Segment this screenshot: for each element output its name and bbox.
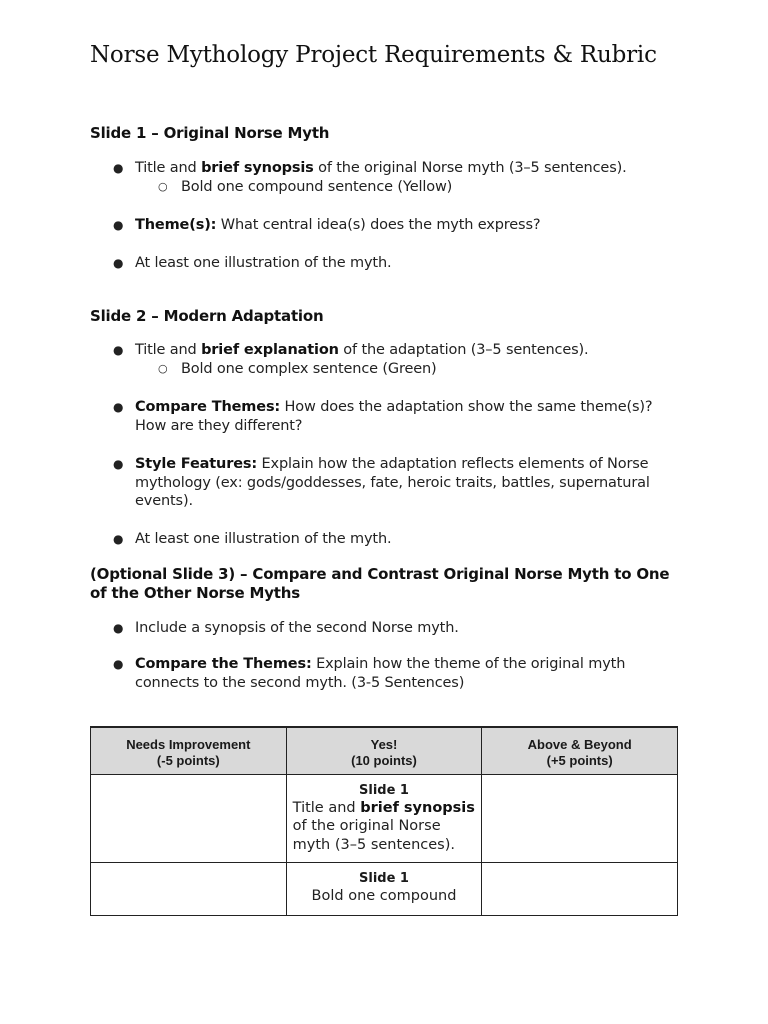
slide2-b2-bold: Compare Themes: bbox=[135, 399, 281, 415]
slide2-b1-bold: brief explanation bbox=[201, 342, 339, 358]
cell-title: Slide 1 bbox=[359, 782, 409, 798]
bullet-icon: ● bbox=[113, 400, 124, 414]
bullet-icon: ● bbox=[113, 343, 124, 357]
table-row bbox=[91, 774, 678, 862]
header-needs-improvement: Needs Improvement (-5 points) bbox=[91, 727, 287, 774]
bullet-icon: ● bbox=[113, 621, 124, 635]
bullet-icon: ● bbox=[113, 218, 124, 232]
slide2-b4-text: At least one illustration of the myth. bbox=[135, 531, 392, 547]
rubric-cell-criteria bbox=[286, 862, 482, 915]
bullet-icon: ● bbox=[113, 161, 124, 175]
slide2-sub-text: Bold one complex sentence (Green) bbox=[181, 361, 437, 377]
slide2-b2-post: How does the adaptation show the same theme(s)? How are they different? bbox=[135, 399, 653, 434]
rubric-cell-empty bbox=[482, 862, 678, 915]
slide1-b2-post: What central idea(s) does the myth express? bbox=[216, 217, 541, 233]
subbullet-icon: ○ bbox=[158, 362, 168, 375]
slide2-bullet-style-features bbox=[113, 455, 673, 511]
slide2-bullet-illustration bbox=[113, 530, 673, 549]
slide1-subbullet bbox=[158, 178, 658, 197]
slide3-b2-bold: Compare the Themes: bbox=[135, 656, 312, 672]
slide2-b3-post: Explain how the adaptation reflects elements of Norse mythology (ex: gods/goddesses, fate, heroic traits, battles, supernatural events). bbox=[135, 456, 650, 509]
slide1-bullet-illustration bbox=[113, 254, 673, 273]
slide1-bullet-theme bbox=[113, 216, 673, 235]
rubric-cell-empty bbox=[91, 774, 287, 862]
slide3-b2-post: Explain how the theme of the original myth connects to the second myth. (3-5 Sentences) bbox=[135, 656, 626, 691]
slide2-b3-bold: Style Features: bbox=[135, 456, 258, 472]
slide1-bullet-synopsis bbox=[113, 159, 673, 178]
rubric-cell-criteria bbox=[286, 774, 482, 862]
slide3-bullet-compare-themes bbox=[113, 655, 673, 692]
bullet-icon: ● bbox=[113, 457, 124, 471]
slide2-bullet-compare-themes bbox=[113, 398, 673, 435]
slide1-b1-bold: brief synopsis bbox=[201, 160, 314, 176]
page-title: Norse Mythology Project Requirements & Rubric bbox=[90, 42, 657, 68]
slide1-b3-text: At least one illustration of the myth. bbox=[135, 255, 392, 271]
slide1-b1-pre: Title and bbox=[135, 160, 202, 176]
rubric-header-row bbox=[91, 727, 678, 774]
bullet-icon: ● bbox=[113, 532, 124, 546]
slide2-subbullet bbox=[158, 360, 658, 379]
subbullet-icon: ○ bbox=[158, 180, 168, 193]
table-row bbox=[91, 862, 678, 915]
slide2-b1-post: of the adaptation (3–5 sentences). bbox=[338, 342, 589, 358]
slide3-b1-text: Include a synopsis of the second Norse myth. bbox=[135, 620, 459, 636]
rubric-cell-empty bbox=[482, 774, 678, 862]
slide1-sub-text: Bold one compound sentence (Yellow) bbox=[181, 179, 453, 195]
bullet-icon: ● bbox=[113, 256, 124, 270]
slide2-bullet-explanation bbox=[113, 341, 673, 360]
bullet-icon: ● bbox=[113, 657, 124, 671]
slide1-b1-post: of the original Norse myth (3–5 sentences). bbox=[313, 160, 627, 176]
slide3-heading: (Optional Slide 3) – Compare and Contrast Original Norse Myth to One of the Other Norse Myths bbox=[90, 565, 670, 602]
cell-body: Bold one compound bbox=[311, 887, 457, 904]
rubric-cell-empty bbox=[91, 862, 287, 915]
slide1-heading: Slide 1 – Original Norse Myth bbox=[90, 124, 330, 142]
slide3-bullet-synopsis bbox=[113, 619, 673, 638]
slide1-b2-bold: Theme(s): bbox=[135, 217, 217, 233]
header-above-beyond: Above & Beyond (+5 points) bbox=[482, 727, 678, 774]
slide2-heading: Slide 2 – Modern Adaptation bbox=[90, 307, 324, 325]
cell-title: Slide 1 bbox=[359, 870, 409, 886]
slide2-b1-pre: Title and bbox=[135, 342, 202, 358]
header-yes: Yes! (10 points) bbox=[286, 727, 482, 774]
cell-body: Title and brief synopsis of the original Norse myth (3–5 sentences). bbox=[292, 799, 475, 853]
rubric-table bbox=[90, 726, 678, 916]
